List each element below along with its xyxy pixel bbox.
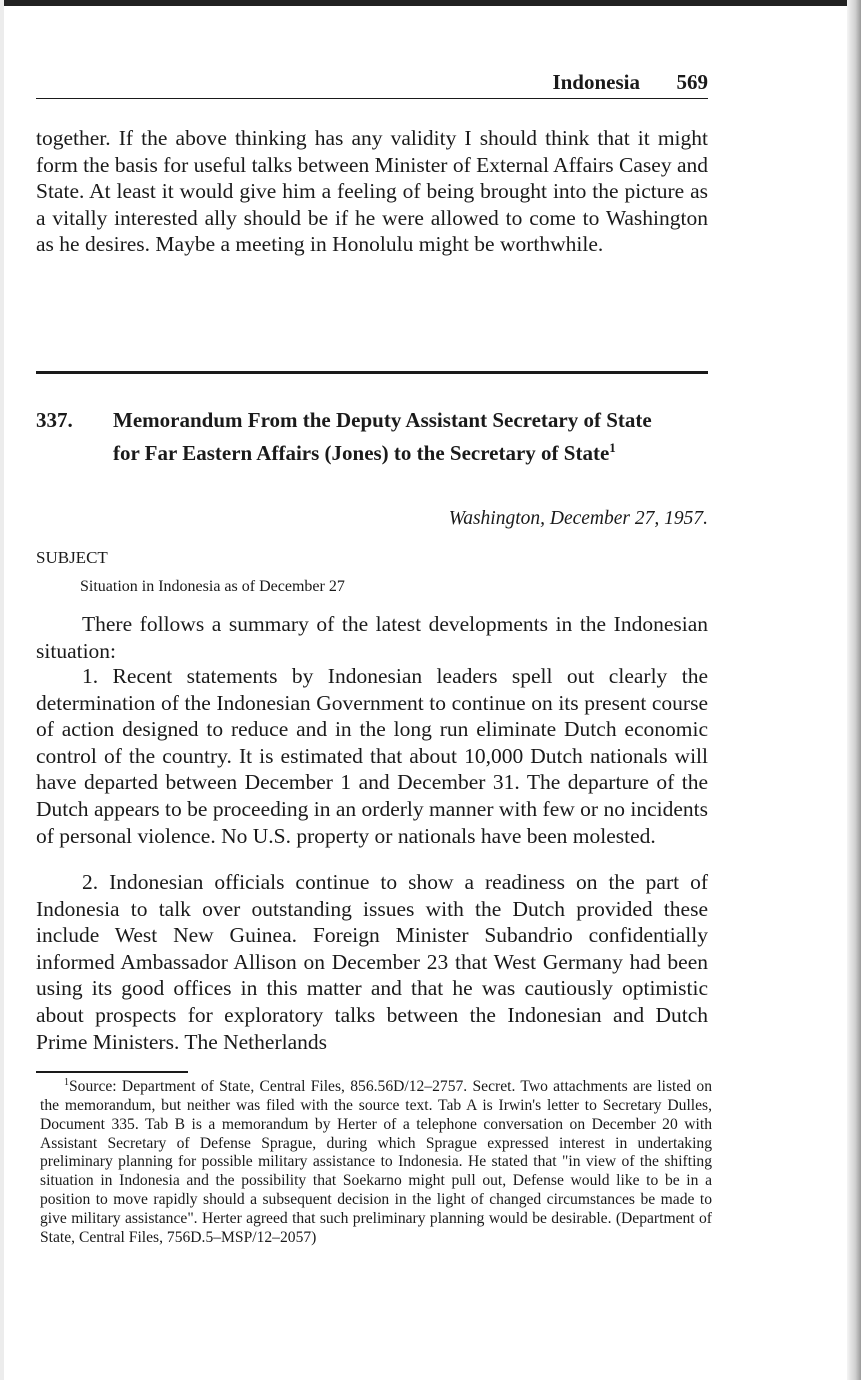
footnote (40, 1074, 712, 1247)
carryover-paragraph: together. If the above thinking has any validity I should think that it might form the basis for useful talks between Minister of External Affairs Casey and State. At least it would give him a feeling of being brought into the picture as a vitally interested ally should be if he were allowed to come to Washington as he desires. Maybe a meeting in Honolulu might be worthwhile. (36, 126, 708, 257)
dateline: Washington, December 27, 1957. (448, 508, 708, 529)
footnote-marker: 1 (64, 1077, 69, 1088)
footnote-text: Source: Department of State, Central Files, 856.56D/12–2757. Secret. Two attachments are listed on the memorandum, but neither was filed with the source text. Tab A is Irwin's letter to Secretary Dulles, Document 335. Tab B is a memorandum by Herter of a telephone conversation on December 20 with Assistant Secretary of Defense Sprague, during which Sprague expressed interest in undertaking preliminary planning for possible military assistance to Indonesia. He stated that "in view of the shifting situation in Indonesia and the possibility that Soekarno might pull out, Defense would like to be in a position to move rapidly should a subsequent decision in the light of changed circumstances be made to give military assistance". Herter agreed that such preliminary planning would be desirable. (Department of State, Central Files, 756D.5–MSP/12–2057) (40, 1078, 712, 1246)
page-number: 569 (676, 70, 708, 94)
body-paragraph-intro: There follows a summary of the latest developments in the Indonesian situation: (36, 612, 708, 663)
running-title: Indonesia (552, 70, 640, 94)
subject-text: Situation in Indonesia as of December 27 (80, 578, 345, 595)
scan-page-edge-shadow (847, 0, 861, 1380)
body-paragraph-1: 1. Recent statements by Indonesian leaders spell out clearly the determination of the Indonesian Government to continue on its present course of action designed to reduce and in the long run eliminate Dutch economic control of the country. It is estimated that about 10,000 Dutch nationals will have departed between December 1 and December 31. The departure of the Dutch appears to be proceeding in an orderly manner with few or no incidents of personal violence. No U.S. property or nationals have been molested. (36, 664, 708, 848)
document-title-text: Memorandum From the Deputy Assistant Secretary of State for Far Eastern Affairs (Jones) to the Secretary of State (113, 408, 652, 465)
subject-label: SUBJECT (36, 548, 108, 567)
section-divider (36, 371, 708, 374)
footnote-rule (36, 1071, 188, 1073)
document-number: 337. (36, 408, 73, 432)
document-title (113, 406, 673, 467)
running-header (36, 70, 708, 99)
scan-left-edge (0, 0, 4, 1380)
body-paragraph-2: 2. Indonesian officials continue to show a readiness on the part of Indonesia to talk over outstanding issues with the Dutch provided these include West New Guinea. Foreign Minister Subandrio confidentially informed Ambassador Allison on December 23 that West Germany had been using its good offices in this matter and that he was cautiously optimistic about prospects for exploratory talks between the Indonesian and Dutch Prime Ministers. The Netherlands (36, 870, 708, 1054)
title-footnote-marker: 1 (609, 440, 616, 455)
scan-top-border (0, 0, 861, 6)
